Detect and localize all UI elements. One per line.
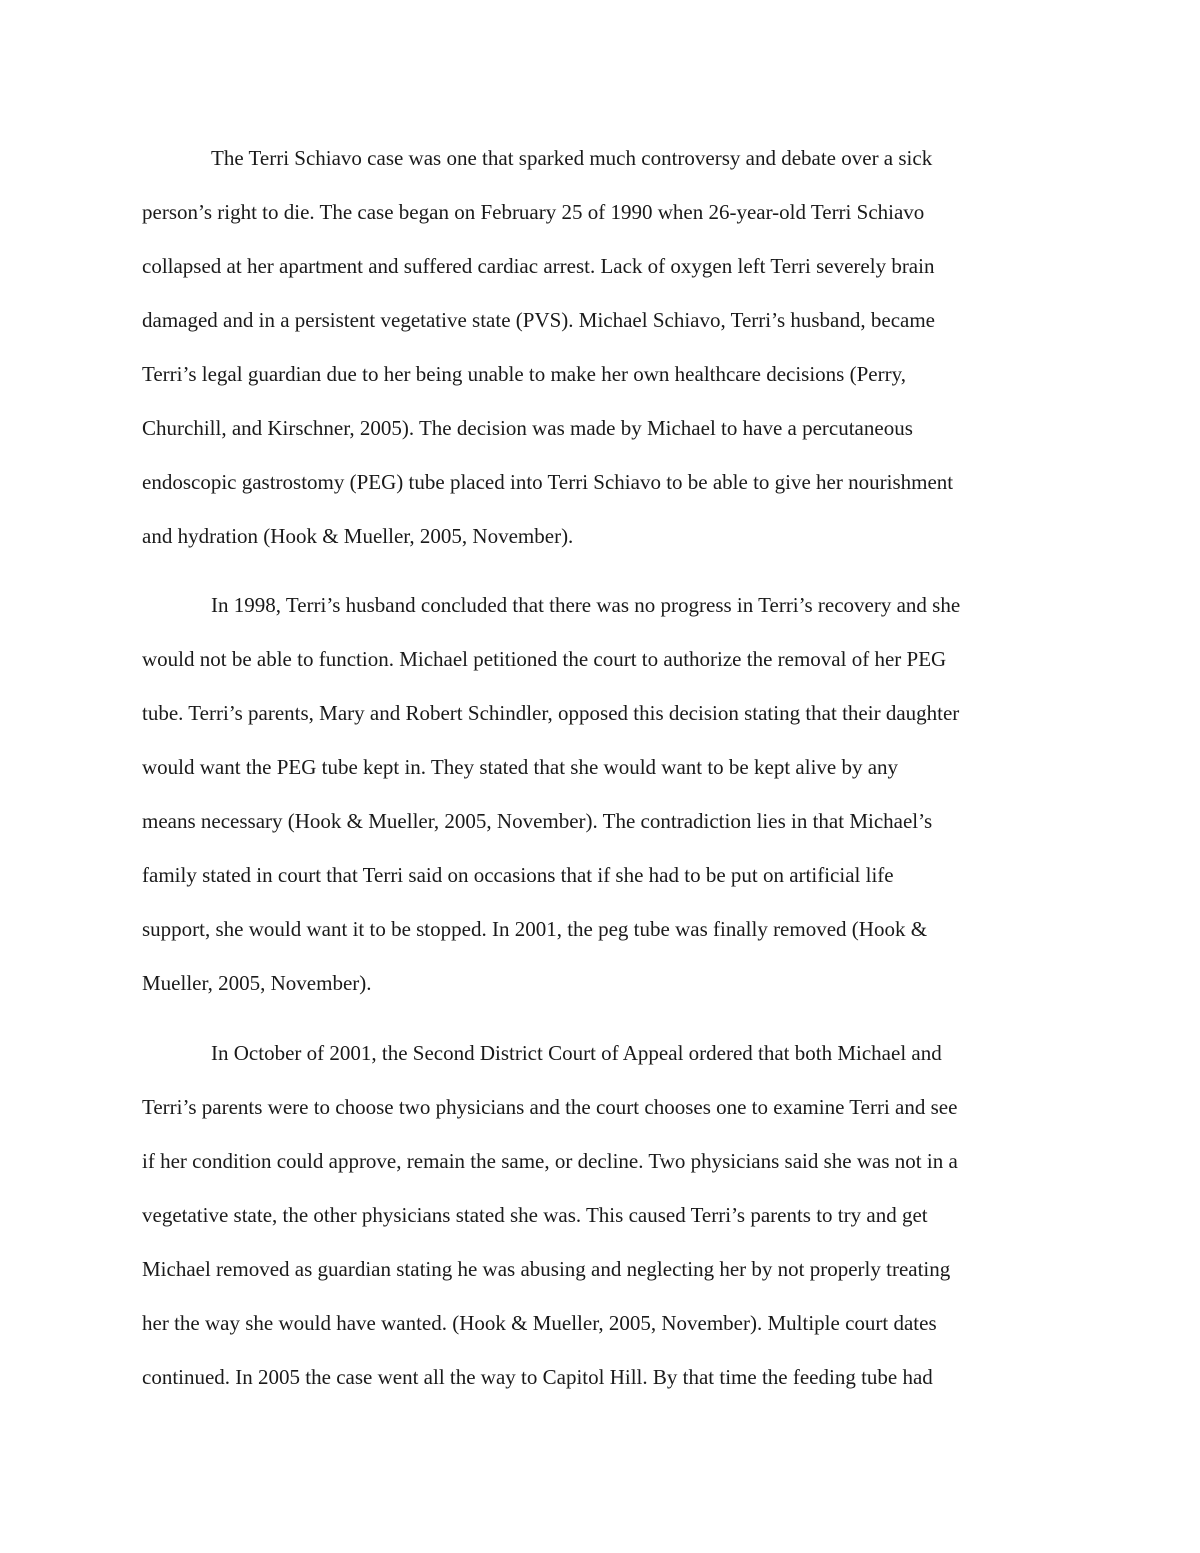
text-line: person’s right to die. The case began on February 25 of 1990 when 26-year-old Terri Schiavo (142, 200, 925, 224)
text-line: endoscopic gastrostomy (PEG) tube placed into Terri Schiavo to be able to give her nourishment (142, 470, 954, 494)
text-line: support, she would want it to be stopped. In 2001, the peg tube was finally removed (Hook & (142, 917, 928, 941)
text-line: damaged and in a persistent vegetative state (PVS). Michael Schiavo, Terri’s husband, became (142, 308, 935, 332)
text-line: vegetative state, the other physicians stated she was. This caused Terri’s parents to try and get (142, 1203, 928, 1227)
text-line: if her condition could approve, remain the same, or decline. Two physicians said she was not in a (142, 1149, 958, 1173)
text-line: continued. In 2005 the case went all the way to Capitol Hill. By that time the feeding tube had (142, 1365, 933, 1389)
text-line: Mueller, 2005, November). (142, 971, 372, 995)
text-line: and hydration (Hook & Mueller, 2005, November). (142, 524, 574, 548)
text-line: would want the PEG tube kept in. They stated that she would want to be kept alive by any (142, 755, 899, 779)
text-line: tube. Terri’s parents, Mary and Robert Schindler, opposed this decision stating that their daughter (142, 701, 960, 725)
text-line: Terri’s parents were to choose two physicians and the court chooses one to examine Terri and see (142, 1095, 958, 1119)
text-line: Churchill, and Kirschner, 2005). The decision was made by Michael to have a percutaneous (142, 416, 913, 440)
text-line: Terri’s legal guardian due to her being unable to make her own healthcare decisions (Perry, (142, 362, 906, 386)
text-line: In 1998, Terri’s husband concluded that there was no progress in Terri’s recovery and she (211, 593, 961, 617)
text-line: Michael removed as guardian stating he was abusing and neglecting her by not properly treating (142, 1257, 951, 1281)
text-line: family stated in court that Terri said on occasions that if she had to be put on artificial life (142, 863, 894, 887)
text-line: collapsed at her apartment and suffered cardiac arrest. Lack of oxygen left Terri severely brain (142, 254, 935, 278)
text-line: The Terri Schiavo case was one that sparked much controversy and debate over a sick (211, 146, 933, 170)
text-line: means necessary (Hook & Mueller, 2005, November). The contradiction lies in that Michael’s (142, 809, 933, 833)
text-line: In October of 2001, the Second District Court of Appeal ordered that both Michael and (211, 1041, 942, 1065)
text-line: would not be able to function. Michael petitioned the court to authorize the removal of her PEG (142, 647, 947, 671)
text-line: her the way she would have wanted. (Hook & Mueller, 2005, November). Multiple court dates (142, 1311, 937, 1335)
